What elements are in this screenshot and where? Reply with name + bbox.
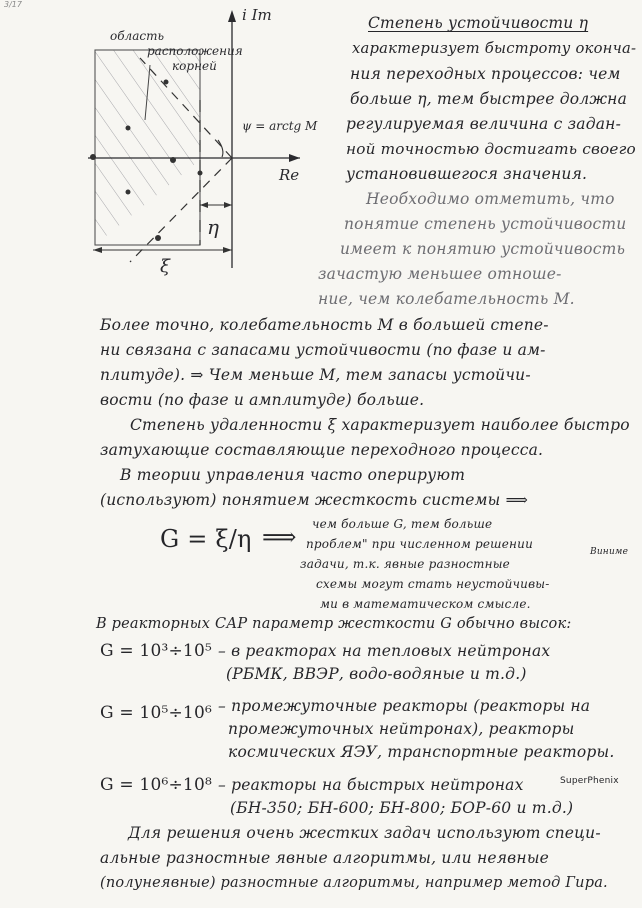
xi-arrow-right: [223, 247, 232, 253]
psi-label: ψ = arctg M: [242, 119, 318, 133]
root-point: [198, 171, 203, 176]
reactor-range-fast: G = 10⁶÷10⁸: [100, 775, 212, 795]
para2-line-1: Степень удаленности ξ характеризует наиболее быстро: [130, 416, 630, 434]
right-line-5: регулируемая величина с задан-: [346, 115, 622, 133]
right-line-2: характеризует быстроту оконча-: [352, 40, 637, 57]
real-axis-label: Re: [279, 166, 300, 184]
para3-line-2: (используют) понятием жесткость системы ⟹: [100, 491, 529, 509]
para1-line-3: плитуде). ⇒ Чем меньше M, тем запасы устойчи-: [100, 366, 531, 384]
faint-line-3: имеет к понятию устойчивость: [340, 240, 626, 258]
formula-text-1: чем больше G, тем больше: [312, 517, 493, 531]
root-point: [164, 80, 169, 85]
formula-text-3: задачи, т.к. явные разностные: [300, 557, 510, 571]
faint-line-2: понятие степень устойчивости: [344, 215, 627, 233]
right-line-3: ния переходных процессов: чем: [350, 65, 621, 83]
formula-text-4: схемы могут стать неустойчивы-: [316, 577, 550, 591]
formula-note-above: Виниме: [590, 547, 629, 557]
psi-angle-arc: [218, 140, 223, 157]
reactor-range-intermediate: G = 10⁵÷10⁶: [100, 703, 212, 723]
stiffness-formula: G = ξ/η: [160, 525, 252, 553]
right-line-4: больше η, тем быстрее должна: [350, 90, 628, 108]
region-label-line-3: корней: [172, 59, 217, 73]
faint-line-5: ние, чем колебательность M.: [318, 290, 575, 308]
imaginary-axis-label: i Im: [242, 6, 272, 24]
faint-line-4: зачастую меньшее отноше-: [318, 265, 562, 283]
superphenix-note: SuperPhenix: [560, 776, 619, 786]
region-label-line-1: область: [110, 29, 164, 43]
root-point: [90, 154, 96, 160]
para1-line-1: Более точно, колебательность M в большей степе-: [100, 316, 549, 334]
eta-arrow-right: [224, 202, 232, 208]
formula-text-5: ми в математическом смысле.: [320, 597, 531, 611]
formula-text-2: проблем" при численном решении: [306, 537, 534, 551]
root-point: [126, 126, 131, 131]
root-point: [126, 190, 131, 195]
stability-degree-heading: Степень устойчивости η: [368, 14, 589, 32]
reactor-fast-line-1: – реакторы на быстрых нейтронах: [218, 776, 524, 794]
reactor-fast-line-2: (БН-350; БН-600; БН-800; БОР-60 и т.д.): [230, 799, 574, 817]
reactor-thermal-line-2: (РБМК, ВВЭР, водо-водяные и т.д.): [226, 665, 527, 683]
reactor-intermediate-line-1: – промежуточные реакторы (реакторы на: [218, 697, 591, 715]
root-region-hatching: [95, 50, 200, 245]
right-line-7: установившегося значения.: [346, 165, 588, 183]
para1-line-4: вости (по фазе и амплитуде) больше.: [100, 391, 425, 409]
root-plane-diagram: [0, 0, 318, 277]
page-corner-mark: 3/17: [4, 0, 22, 9]
reactor-thermal-line-1: – в реакторах на тепловых нейтронах: [218, 642, 551, 660]
imaginary-axis-arrow: [228, 10, 236, 22]
root-point: [155, 235, 161, 241]
faint-line-1: Необходимо отметить, что: [366, 190, 615, 208]
para2-line-2: затухающие составляющие переходного процесса.: [100, 441, 544, 459]
reactor-intermediate-line-2: промежуточных нейтронах), реакторы: [228, 720, 575, 738]
eta-symbol: η: [207, 215, 219, 239]
region-label-line-2: расположения: [147, 44, 243, 58]
formula-arrow: ⟹: [262, 523, 297, 551]
eta-arrow-left: [200, 202, 208, 208]
para3-line-1: В теории управления часто оперируют: [120, 466, 466, 484]
xi-symbol: ξ: [160, 256, 170, 277]
closing-line-2: альные разностные явные алгоритмы, или неявные: [100, 849, 550, 867]
closing-line-1: Для решения очень жестких задач используют специ-: [128, 824, 601, 842]
root-point: [170, 157, 176, 163]
reactor-range-thermal: G = 10³÷10⁵: [100, 641, 212, 661]
xi-arrow-left: [93, 247, 102, 253]
para1-line-2: ни связана с запасами устойчивости (по фазе и ам-: [100, 341, 546, 359]
closing-line-3: (полунеявные) разностные алгоритмы, например метод Гира.: [100, 875, 608, 891]
right-line-6: ной точностью достигать своего: [346, 140, 636, 158]
reactor-intermediate-line-3: космических ЯЭУ, транспортные реакторы.: [228, 743, 615, 761]
real-axis-arrow: [289, 154, 300, 162]
reactor-intro: В реакторных САР параметр жесткости G обычно высок:: [96, 616, 572, 632]
